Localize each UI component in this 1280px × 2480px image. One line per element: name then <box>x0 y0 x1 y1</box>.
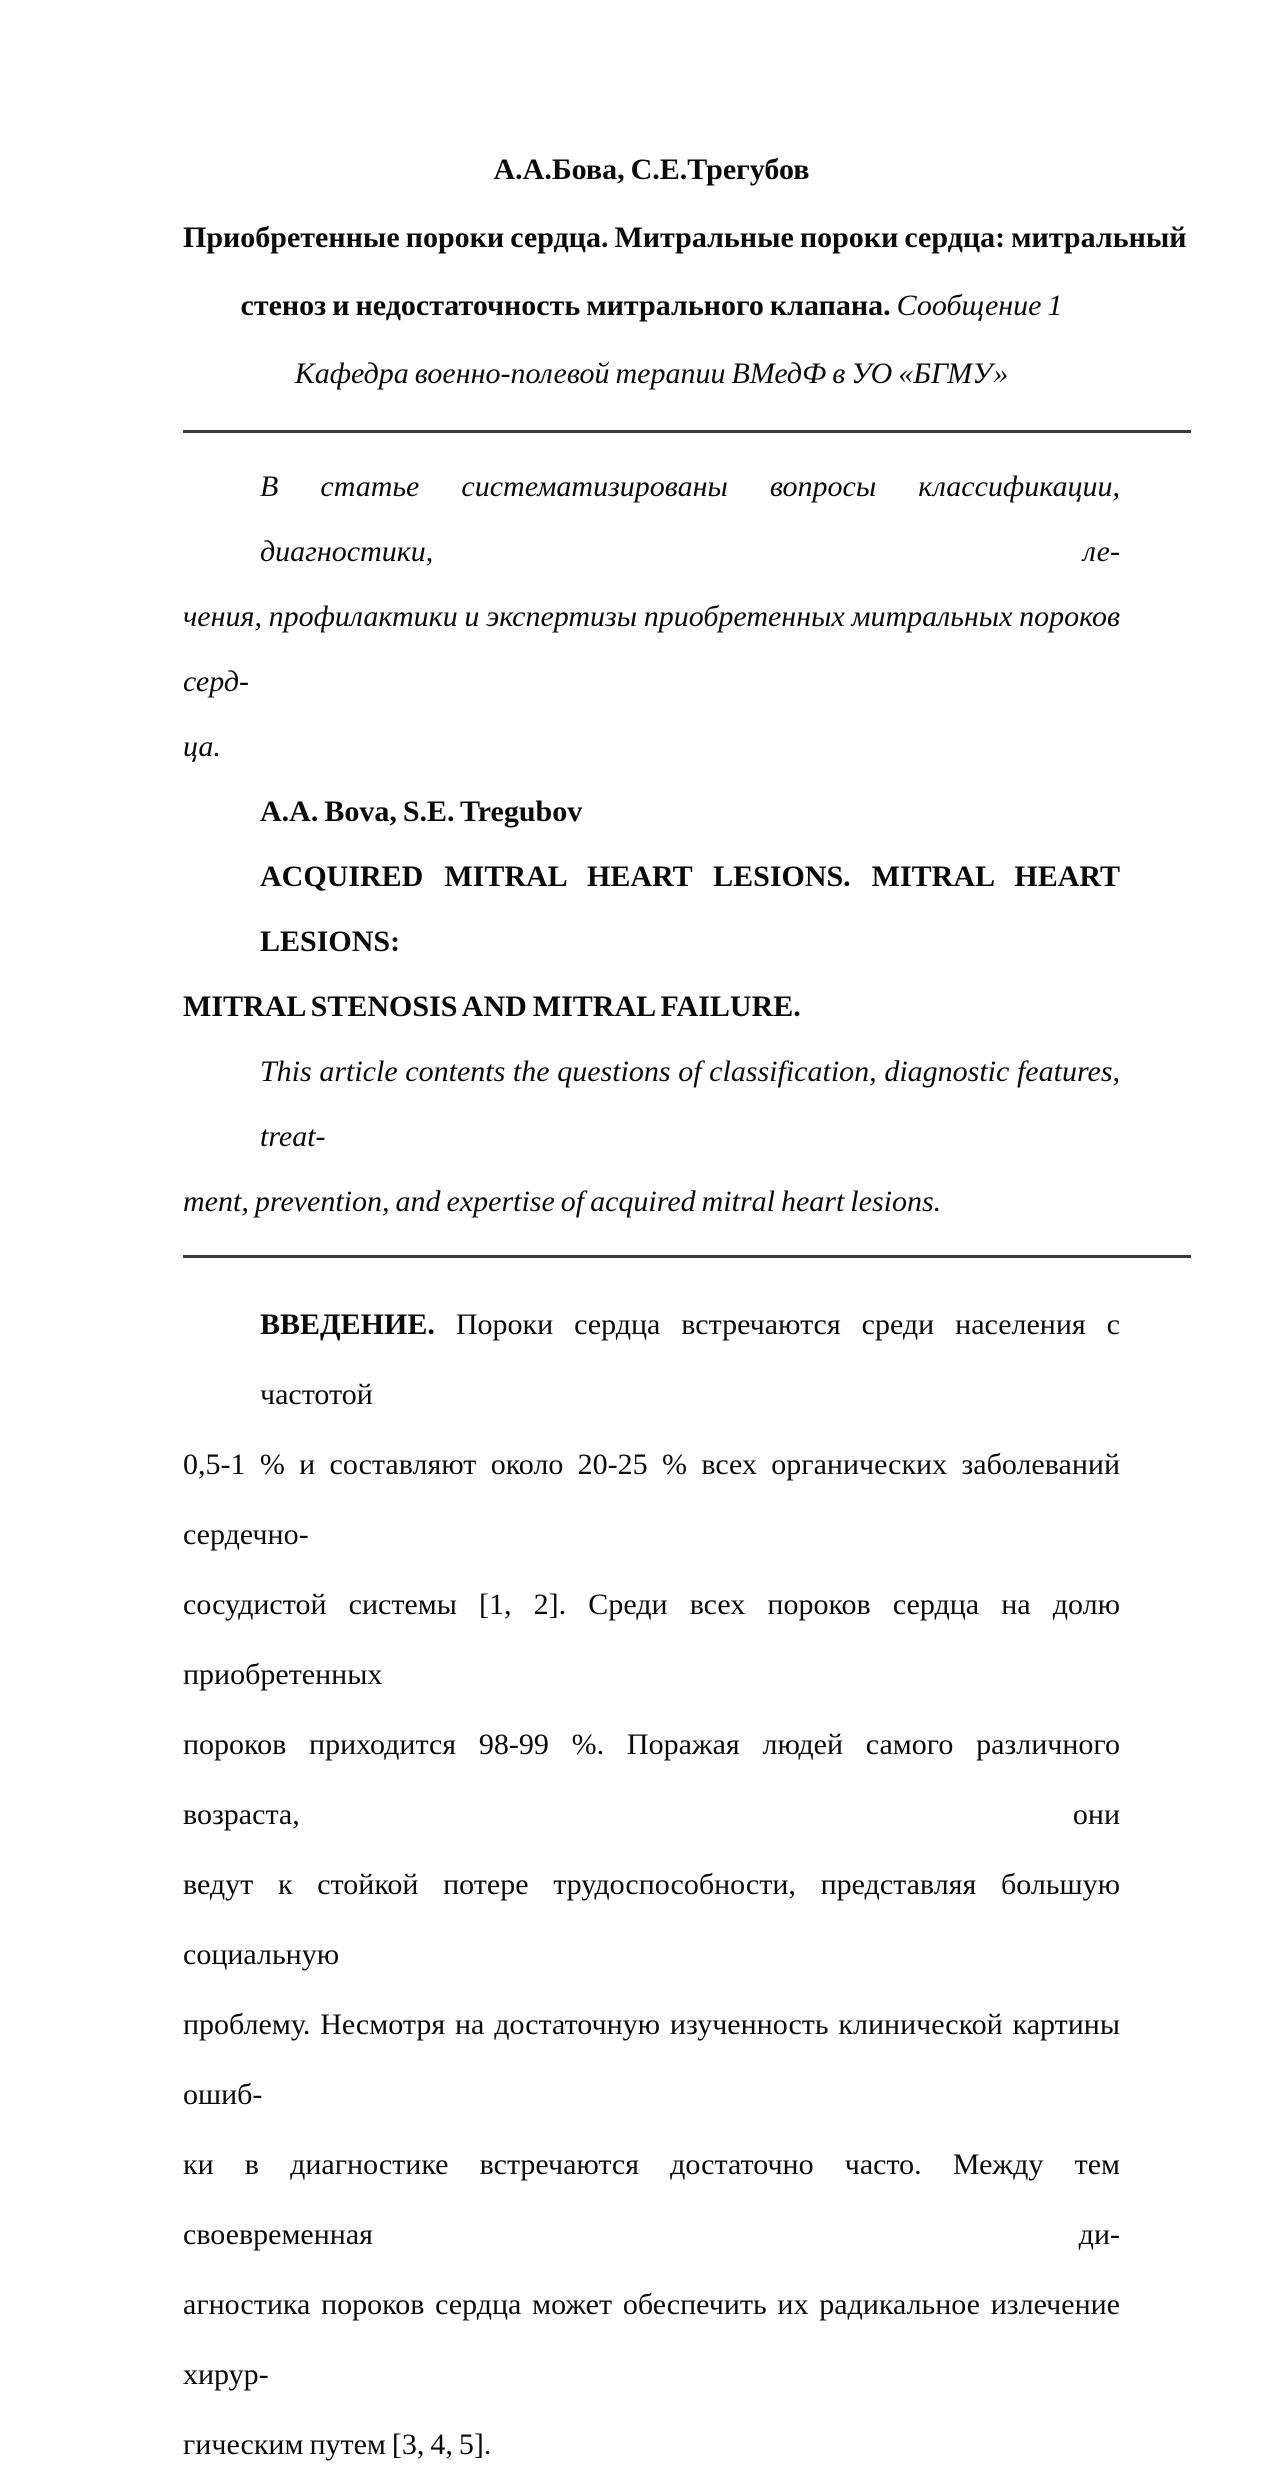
title-ru-line1: Приобретенные пороки сердца. Митральные пороки сердца: митральный <box>183 221 1187 254</box>
introduction-line: проблему. Несмотря на достаточную изученность клинической картины ошиб- <box>183 2008 1120 2111</box>
introduction-line: 0,5-1 % и составляют около 20-25 % всех органических заболеваний сердечно- <box>183 1448 1120 1551</box>
abstract-en-line: This article contents the questions of classification, diagnostic features, treat- <box>260 1055 1120 1153</box>
authors-en: A.A. Bova, S.E. Tregubov <box>260 795 583 828</box>
divider-top <box>183 430 1191 433</box>
introduction-heading: ВВЕДЕНИЕ. <box>260 1308 435 1341</box>
title-en-block <box>183 844 1120 1039</box>
introduction-line: ки в диагностике встречаются достаточно часто. Между тем своевременная ди- <box>183 2148 1120 2251</box>
divider-bottom <box>183 1255 1191 1258</box>
introduction-line: сосудистой системы [1, 2]. Среди всех пороков сердца на долю приобретенных <box>183 1588 1120 1691</box>
introduction-line <box>183 1290 1120 1430</box>
abstract-ru-line: чения, профилактики и экспертизы приобретенных митральных пороков серд- <box>183 600 1120 698</box>
authors-en-block <box>183 779 1120 844</box>
introduction-line: пороков приходится 98-99 %. Поражая людей самого различного возраста, они <box>183 1728 1120 1831</box>
title-en-line: MITRAL STENOSIS AND MITRAL FAILURE. <box>183 990 801 1023</box>
abstract-ru-line: В статье систематизированы вопросы классификации, диагностики, ле- <box>260 470 1120 568</box>
title-ru-line2-main: стеноз и недостаточность митрального клапана. <box>240 289 891 322</box>
introduction-line: ведут к стойкой потере трудоспособности, представляя большую социальную <box>183 1868 1120 1971</box>
introduction-line: гическим путем [3, 4, 5]. <box>183 2428 492 2461</box>
authors-ru: А.А.Бова, С.Е.Трегубов <box>493 153 810 186</box>
introduction-line-text: Пороки сердца встречаются среди населения с частотой <box>260 1308 1120 1411</box>
heading-block <box>183 136 1187 408</box>
affiliation-ru: Кафедра военно-полевой терапии ВМедФ в УО «БГМУ» <box>294 357 1009 390</box>
introduction-paragraph <box>183 1290 1120 2480</box>
introduction-line: агностика пороков сердца может обеспечить их радикальное излечение хирур- <box>183 2288 1120 2391</box>
title-ru-line2 <box>183 272 1120 340</box>
title-ru-line2-report-number: Сообщение 1 <box>890 289 1063 322</box>
abstract-ru-line: ца. <box>183 730 221 763</box>
document-body <box>183 0 1187 2480</box>
abstract-ru <box>183 454 1120 779</box>
abstract-en <box>183 1039 1120 1234</box>
abstract-en-line: ment, prevention, and expertise of acquired mitral heart lesions. <box>183 1185 942 1218</box>
title-en-line: ACQUIRED MITRAL HEART LESIONS. MITRAL HEART LESIONS: <box>260 860 1120 958</box>
